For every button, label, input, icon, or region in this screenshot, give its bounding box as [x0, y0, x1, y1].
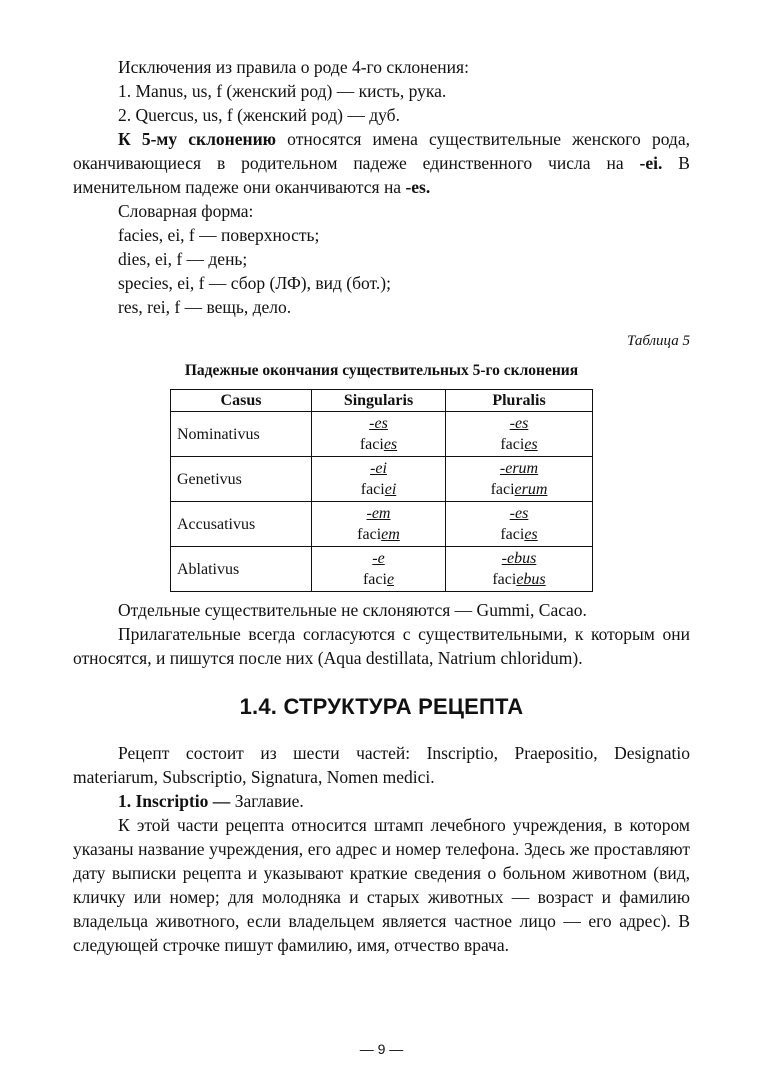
- exception-2: 2. Quercus, us, f (женский род) — дуб.: [118, 105, 400, 125]
- inscriptio-text: Заглавие.: [230, 791, 304, 811]
- singular-ending: -ei: [370, 460, 387, 477]
- plural-example: facierum: [490, 481, 548, 498]
- table-row: [171, 547, 593, 592]
- inscriptio-heading: 1. Inscriptio —: [118, 791, 231, 811]
- dict-item: dies, ei, f — день;: [118, 249, 248, 269]
- case-name: Genetivus: [171, 457, 312, 502]
- plural-example: faciebus: [492, 571, 546, 588]
- header-casus: Casus: [171, 390, 312, 412]
- decl5-text: относятся имена существительные женского рода, оканчивающиеся в родительном падеже единственного числа на: [73, 129, 690, 173]
- table-caption: Таблица 5: [627, 333, 690, 349]
- singular-cell: [312, 457, 446, 502]
- singular-cell: [312, 412, 446, 457]
- plural-ending: -es: [509, 505, 529, 522]
- header-singularis: Singularis: [312, 390, 446, 412]
- page-number: — 9 —: [359, 1041, 404, 1057]
- case-name: Ablativus: [171, 547, 312, 592]
- decl5-gen-ending: -ei.: [639, 153, 663, 173]
- decl5-heading: К 5-му склонению: [118, 129, 277, 149]
- after-table-p1: Отдельные существительные не склоняются — Gummi, Cacao.: [118, 600, 587, 620]
- table-row: [171, 502, 593, 547]
- declension-table: [170, 389, 593, 592]
- dict-item: res, rei, f — вещь, дело.: [118, 297, 292, 317]
- exception-1: 1. Manus, us, f (женский род) — кисть, рука.: [118, 81, 447, 101]
- plural-cell: [446, 502, 593, 547]
- plural-cell: [446, 412, 593, 457]
- singular-example: facies: [359, 436, 398, 453]
- singular-ending: -es: [369, 415, 388, 432]
- case-name: Accusativus: [171, 502, 312, 547]
- singular-ending: -e: [372, 550, 385, 567]
- plural-ending: -es: [509, 415, 529, 432]
- after-table-p2: Прилагательные всегда согласуются с существительными, к которым они относятся, и пишутся после них (Aqua destillata, Natrium chloridum).: [73, 624, 690, 668]
- dict-form-label: Словарная форма:: [118, 201, 254, 221]
- singular-example: faciei: [360, 481, 397, 498]
- decl5-nom-ending: -es.: [405, 177, 431, 197]
- table-row: [171, 457, 593, 502]
- plural-cell: [446, 547, 593, 592]
- plural-ending: -erum: [499, 460, 539, 477]
- section-heading: [73, 692, 690, 722]
- table-header-row: [171, 390, 593, 412]
- case-name: Nominativus: [171, 412, 312, 457]
- dict-item: species, ei, f — сбор (ЛФ), вид (бот.);: [118, 273, 391, 293]
- section-p1: Рецепт состоит из шести частей: Inscriptio, Praepositio, Designatio materiarum, Subscriptio, Signatura, Nomen medici.: [73, 743, 690, 787]
- header-pluralis: Pluralis: [446, 390, 593, 412]
- plural-ending: -ebus: [501, 550, 537, 567]
- table-title: Падежные окончания существительных 5-го склонения: [184, 362, 579, 379]
- section-number: 1.4.: [239, 694, 278, 719]
- page-content: [73, 55, 690, 957]
- dict-item: facies, ei, f — поверхность;: [118, 225, 320, 245]
- singular-example: faciem: [357, 526, 400, 543]
- plural-example: facies: [500, 526, 538, 543]
- section-p2: [73, 789, 690, 813]
- plural-cell: [446, 457, 593, 502]
- singular-example: facie: [362, 571, 395, 588]
- decl5-text2: В именительном падеже они оканчиваются на: [73, 153, 690, 197]
- decl5-paragraph: [73, 127, 690, 199]
- singular-cell: [312, 502, 446, 547]
- plural-example: facies: [500, 436, 538, 453]
- section-p3: К этой части рецепта относится штамп лечебного учреждения, в котором указаны название учреждения, его адрес и номер телефона. Здесь же проставляют дату выписки рецепта и указывают краткие сведения о больном животном (вид, кличку или номер; для молодняка и старых животных — возраст и фамилию владельца животного, если владельцем является частное лицо — его адрес). В следующей строчке пишут фамилию, имя, отчество врача.: [73, 815, 690, 955]
- singular-ending: -em: [366, 505, 391, 522]
- table-row: [171, 412, 593, 457]
- section-title: СТРУКТУРА РЕЦЕПТА: [283, 694, 524, 719]
- exceptions-title: Исключения из правила о роде 4-го склонения:: [118, 57, 469, 77]
- singular-cell: [312, 547, 446, 592]
